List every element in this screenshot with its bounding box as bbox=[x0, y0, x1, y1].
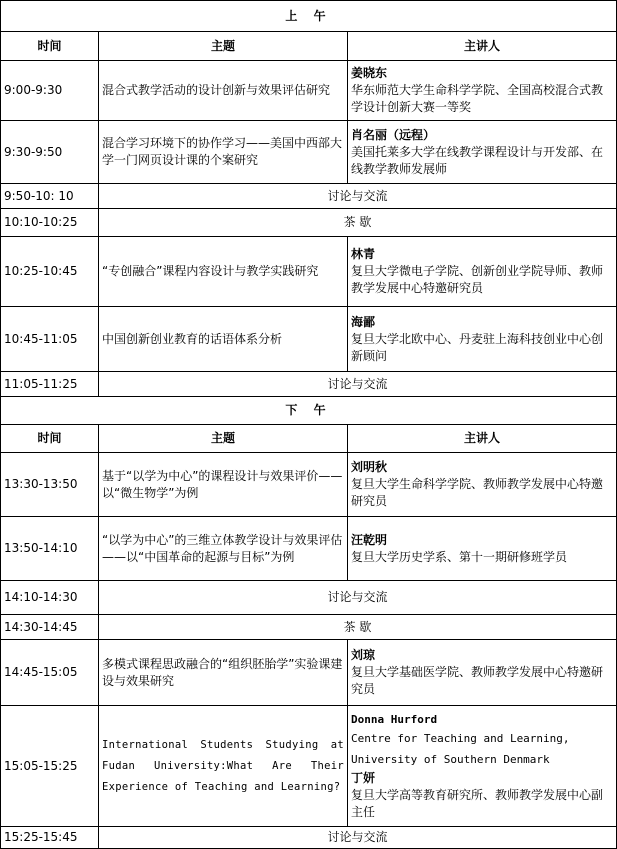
time-cell: 10:10-10:25 bbox=[1, 209, 99, 237]
time-cell: 15:05-15:25 bbox=[1, 706, 99, 827]
topic-cell: 多模式课程思政融合的“组织胚胎学”实验课建设与效果研究 bbox=[99, 640, 348, 706]
speaker-name: 丁妍 bbox=[351, 771, 376, 785]
discussion-label: 讨论与交流 bbox=[99, 372, 617, 397]
speaker-name: 刘琼 bbox=[351, 648, 376, 662]
time-cell: 14:30-14:45 bbox=[1, 615, 99, 640]
speaker-name: 姜晓东 bbox=[351, 66, 388, 80]
table-row bbox=[1, 237, 617, 307]
speaker-affiliation: 复旦大学基础医学院、教师教学发展中心特邀研究员 bbox=[351, 665, 604, 696]
header-speaker: 主讲人 bbox=[348, 425, 617, 453]
break-row bbox=[1, 615, 617, 640]
time-cell: 10:45-11:05 bbox=[1, 307, 99, 372]
speaker-affiliation: 复旦大学历史学系、第十一期研修班学员 bbox=[351, 549, 568, 564]
break-row bbox=[1, 184, 617, 209]
header-topic: 主题 bbox=[99, 425, 348, 453]
time-cell: 14:45-15:05 bbox=[1, 640, 99, 706]
time-cell: 9:30-9:50 bbox=[1, 121, 99, 184]
table-row bbox=[1, 307, 617, 372]
table-row bbox=[1, 453, 617, 517]
topic-cell: 混合学习环境下的协作学习——美国中西部大学一门网页设计课的个案研究 bbox=[99, 121, 348, 184]
speaker-affiliation: 复旦大学北欧中心、丹麦驻上海科技创业中心创新顾问 bbox=[351, 331, 604, 363]
table-row bbox=[1, 640, 617, 706]
header-topic: 主题 bbox=[99, 32, 348, 61]
section-row-morning bbox=[1, 1, 617, 32]
speaker-affiliation: 复旦大学微电子学院、创新创业学院导师、教师教学发展中心特邀研究员 bbox=[351, 264, 604, 295]
tea-break-label: 茶 歇 bbox=[99, 209, 617, 237]
topic-cell: “以学为中心”的三维立体教学设计与效果评估——以“中国革命的起源与目标”为例 bbox=[99, 517, 348, 581]
speaker-affiliation: 华东师范大学生命科学学院、全国高校混合式教学设计创新大赛一等奖 bbox=[351, 83, 604, 114]
table-row bbox=[1, 61, 617, 121]
topic-cell: International Students Studying at Fudan University:What Are Their Experience of Teaching and Learning? bbox=[99, 706, 348, 827]
topic-cell: 基于“以学为中心”的课程设计与效果评价——以“微生物学”为例 bbox=[99, 453, 348, 517]
header-row-morning bbox=[1, 32, 617, 61]
speaker-name: 肖名丽（远程） bbox=[351, 127, 436, 142]
speaker-name-en: Donna Hurford bbox=[351, 713, 438, 726]
section-title-afternoon: 下 午 bbox=[1, 397, 617, 425]
break-row bbox=[1, 372, 617, 397]
discussion-label: 讨论与交流 bbox=[99, 184, 617, 209]
speaker-affiliation: 复旦大学生命科学学院、教师教学发展中心特邀研究员 bbox=[351, 477, 604, 508]
speaker-affiliation: 复旦大学高等教育研究所、教师教学发展中心副主任 bbox=[351, 788, 604, 819]
break-row bbox=[1, 209, 617, 237]
speaker-name: 刘明秋 bbox=[351, 460, 388, 474]
discussion-label: 讨论与交流 bbox=[99, 827, 617, 849]
time-cell: 9:50-10: 10 bbox=[1, 184, 99, 209]
break-row bbox=[1, 581, 617, 615]
speaker-cell bbox=[348, 706, 617, 827]
speaker-cell bbox=[348, 517, 617, 581]
header-row-afternoon bbox=[1, 425, 617, 453]
table-row bbox=[1, 706, 617, 827]
time-cell: 10:25-10:45 bbox=[1, 237, 99, 307]
break-row bbox=[1, 827, 617, 849]
topic-cell: “专创融合”课程内容设计与教学实践研究 bbox=[99, 237, 348, 307]
time-cell: 9:00-9:30 bbox=[1, 61, 99, 121]
speaker-name: 汪乾明 bbox=[351, 532, 388, 547]
time-cell: 14:10-14:30 bbox=[1, 581, 99, 615]
time-cell: 11:05-11:25 bbox=[1, 372, 99, 397]
speaker-cell bbox=[348, 121, 617, 184]
header-speaker: 主讲人 bbox=[348, 32, 617, 61]
section-row-afternoon bbox=[1, 397, 617, 425]
speaker-cell bbox=[348, 237, 617, 307]
time-cell: 13:50-14:10 bbox=[1, 517, 99, 581]
header-time: 时间 bbox=[1, 32, 99, 61]
time-cell: 15:25-15:45 bbox=[1, 827, 99, 849]
speaker-name: 海鄙 bbox=[351, 314, 376, 329]
header-time: 时间 bbox=[1, 425, 99, 453]
speaker-cell bbox=[348, 61, 617, 121]
topic-cell: 混合式教学活动的设计创新与效果评估研究 bbox=[99, 61, 348, 121]
speaker-affiliation: 美国托莱多大学在线教学课程设计与开发部、在线教学教师发展师 bbox=[351, 144, 604, 176]
speaker-cell bbox=[348, 640, 617, 706]
time-cell: 13:30-13:50 bbox=[1, 453, 99, 517]
discussion-label: 讨论与交流 bbox=[99, 581, 617, 615]
topic-cell: 中国创新创业教育的话语体系分析 bbox=[99, 307, 348, 372]
table-row bbox=[1, 517, 617, 581]
table-row bbox=[1, 121, 617, 184]
tea-break-label: 茶 歇 bbox=[99, 615, 617, 640]
speaker-cell bbox=[348, 453, 617, 517]
speaker-affiliation-en: Centre for Teaching and Learning, University of Southern Denmark bbox=[351, 732, 570, 766]
speaker-name: 林青 bbox=[351, 247, 376, 261]
speaker-cell bbox=[348, 307, 617, 372]
section-title-morning: 上 午 bbox=[1, 1, 617, 32]
